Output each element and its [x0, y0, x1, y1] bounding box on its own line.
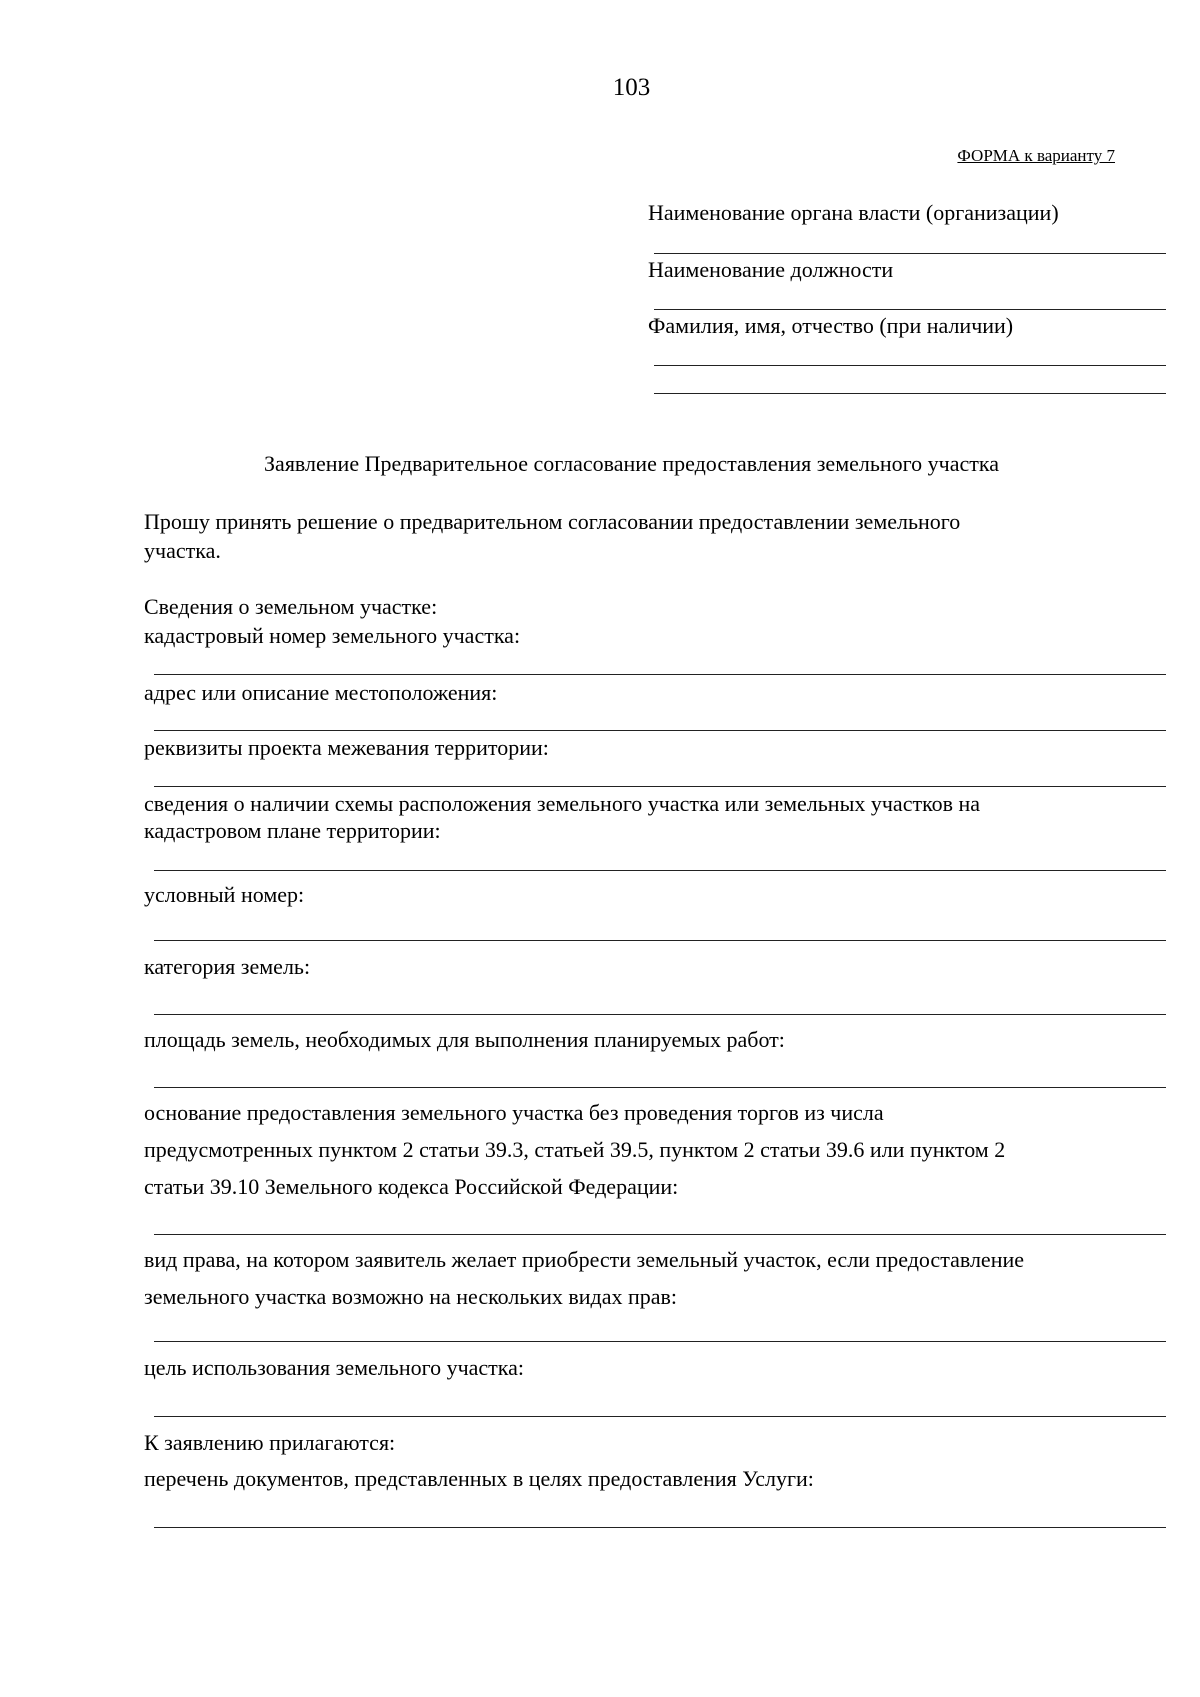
- request-text-line-2: участка.: [144, 538, 221, 563]
- page-number: 103: [612, 74, 651, 101]
- recipient-position-label: Наименование должности: [648, 257, 894, 282]
- area-label: площадь земель, необходимых для выполнения планируемых работ:: [144, 1027, 785, 1052]
- cadastral-number-label: кадастровый номер земельного участка:: [144, 623, 521, 648]
- land-category-label: категория земель:: [144, 954, 311, 979]
- right-type-label-line-1: вид права, на котором заявитель желает приобрести земельный участок, если предоставление: [144, 1247, 1024, 1272]
- basis-line[interactable]: [154, 1234, 1166, 1235]
- scheme-line[interactable]: [154, 870, 1166, 871]
- survey-project-label: реквизиты проекта межевания территории:: [144, 735, 549, 760]
- recipient-name-line-1[interactable]: [654, 365, 1166, 366]
- purpose-line[interactable]: [154, 1416, 1166, 1417]
- basis-label-line-1: основание предоставления земельного участка без проведения торгов из числа: [144, 1100, 884, 1125]
- plot-info-heading: Сведения о земельном участке:: [144, 594, 438, 619]
- document-title: Заявление Предварительное согласование предоставления земельного участка: [264, 451, 999, 476]
- basis-label-line-3: статьи 39.10 Земельного кодекса Российской Федерации:: [144, 1174, 679, 1199]
- address-line[interactable]: [154, 730, 1166, 731]
- area-line[interactable]: [154, 1087, 1166, 1088]
- survey-project-line[interactable]: [154, 786, 1166, 787]
- conditional-number-line[interactable]: [154, 940, 1166, 941]
- right-type-label-line-2: земельного участка возможно на нескольких видах прав:: [144, 1284, 677, 1309]
- attachments-heading: К заявлению прилагаются:: [144, 1430, 396, 1455]
- documents-list-line[interactable]: [154, 1527, 1166, 1528]
- purpose-label: цель использования земельного участка:: [144, 1355, 525, 1380]
- basis-label-line-2: предусмотренных пунктом 2 статьи 39.3, статьей 39.5, пунктом 2 статьи 39.6 или пунктом 2: [144, 1137, 1006, 1162]
- recipient-name-line-2[interactable]: [654, 393, 1166, 394]
- cadastral-number-line[interactable]: [154, 674, 1166, 675]
- scheme-label-line-2: кадастровом плане территории:: [144, 818, 441, 843]
- recipient-name-label: Фамилия, имя, отчество (при наличии): [648, 313, 1014, 338]
- documents-list-label: перечень документов, представленных в целях предоставления Услуги:: [144, 1466, 814, 1491]
- right-type-line[interactable]: [154, 1341, 1166, 1342]
- recipient-authority-label: Наименование органа власти (организации): [648, 200, 1059, 225]
- request-text-line-1: Прошу принять решение о предварительном согласовании предоставлении земельного: [144, 509, 961, 534]
- recipient-authority-line[interactable]: [654, 253, 1166, 254]
- scheme-label-line-1: сведения о наличии схемы расположения земельного участка или земельных участков на: [144, 791, 981, 816]
- land-category-line[interactable]: [154, 1014, 1166, 1015]
- address-label: адрес или описание местоположения:: [144, 680, 498, 705]
- recipient-position-line[interactable]: [654, 309, 1166, 310]
- form-reference: ФОРМА к варианту 7: [957, 146, 1115, 165]
- conditional-number-label: условный номер:: [144, 882, 305, 907]
